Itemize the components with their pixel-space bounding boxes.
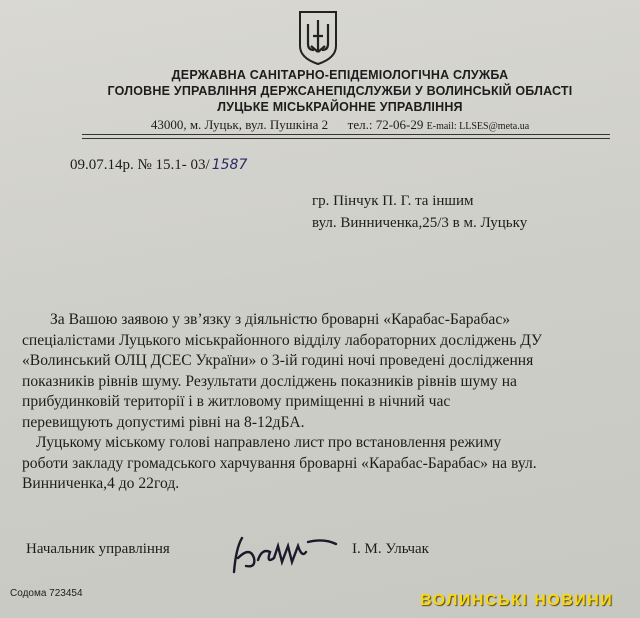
body-line: Винниченка,4 до 22год.: [22, 475, 180, 492]
signatory-position: Начальник управління: [26, 541, 170, 557]
body-line: За Вашою заявою у зв’язку з діяльністю броварні «Карабас-Барабас»: [50, 311, 511, 328]
handwritten-signature: [228, 528, 338, 578]
agency-line-3: ЛУЦЬКЕ МІСЬКРАЙОННЕ УПРАВЛІННЯ: [217, 100, 463, 114]
trident-icon: [296, 10, 340, 66]
email: E-mail: LLSES@meta.ua: [426, 121, 530, 132]
recipient-address: вул. Винниченка,25/3 в м. Луцьку: [312, 215, 528, 231]
registration-line: [70, 157, 247, 174]
phone: тел.: 72-06-29: [347, 117, 424, 132]
executor-note: Содома 723454: [10, 588, 83, 599]
body-paragraph-1: [22, 310, 622, 433]
body-line: показників рівнів шуму. Результати досліджень показників рівнів шуму на: [22, 372, 517, 390]
header-divider-thin: [82, 138, 610, 139]
body-line: спеціалістами Луцького міськрайонного відділу лабораторних досліджень ДУ: [22, 331, 543, 349]
handwritten-number: 1587: [211, 157, 248, 173]
body-line: «Волинський ОЛЦ ДСЕС України» о 3-ій годині ночі проведені дослідження: [22, 352, 534, 369]
contact-line: [80, 117, 600, 133]
body-line: Луцькому міському голові направлено лист про встановлення режиму: [36, 434, 502, 451]
body-paragraph-2: [22, 433, 622, 495]
body-line: перевищують допустимі рівні на 8-12дБА.: [22, 413, 305, 431]
watermark: ВОЛИНСЬКІ НОВИНИ: [420, 592, 614, 609]
header-divider: [82, 134, 610, 135]
agency-line-2: ГОЛОВНЕ УПРАВЛІННЯ ДЕРЖСАНЕПІДСЛУЖБИ У ВОЛИНСЬКІЙ ОБЛАСТІ: [107, 84, 573, 98]
address: 43000, м. Луцьк, вул. Пушкіна 2: [150, 117, 329, 132]
body-line: роботи закладу громадського харчування броварні «Карабас-Барабас» на вул.: [22, 454, 537, 472]
signatory-name: І. М. Ульчак: [352, 541, 429, 557]
agency-line-1: ДЕРЖАВНА САНІТАРНО-ЕПІДЕМІОЛОГІЧНА СЛУЖБА: [171, 68, 509, 82]
body-line: прибудинковій території і в житловому приміщенні в нічний час: [22, 393, 451, 410]
outgoing-number: 09.07.14р. № 15.1- 03/: [70, 157, 210, 173]
recipient-name: гр. Пінчук П. Г. та іншим: [312, 193, 474, 209]
